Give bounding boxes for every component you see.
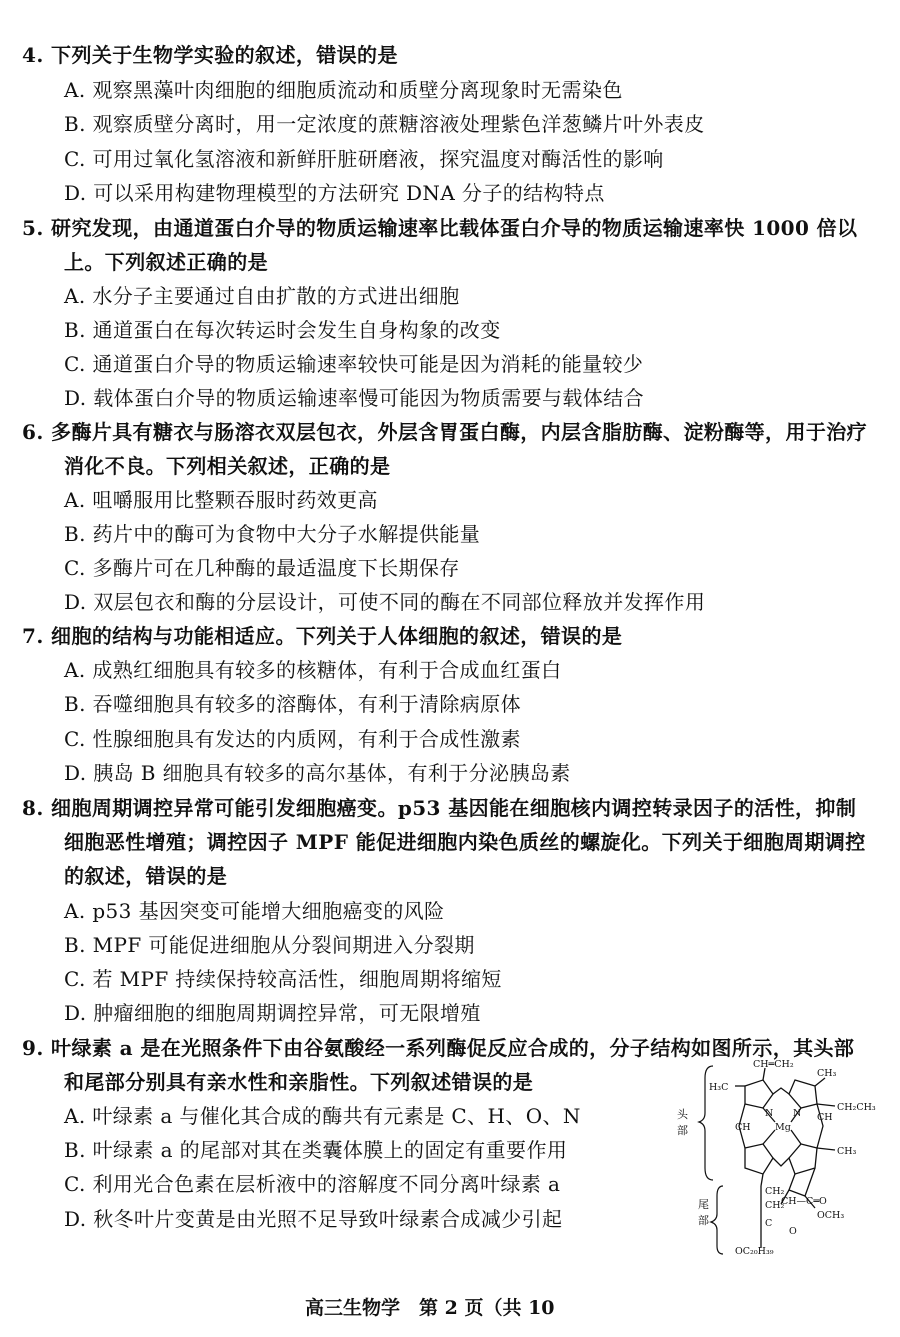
- question-7-option-c: C. 性腺细胞具有发达的内质网，有利于合成性激素: [64, 727, 521, 751]
- phytyl-group: OC₂₀H₃₉: [735, 1246, 774, 1257]
- question-9-option-d: D. 秋冬叶片变黄是由光照不足导致叶绿素合成减少引起: [64, 1207, 563, 1231]
- methyl-group-1: CH₃: [817, 1068, 837, 1079]
- question-7-option-a: A. 成熟红细胞具有较多的核糖体，有利于合成血红蛋白: [64, 658, 562, 682]
- question-8-stem-cont-1: 细胞恶性增殖；调控因子 MPF 能促进细胞内染色质丝的螺旋化。下列关于细胞周期调控: [64, 830, 866, 854]
- porphyrin-ring: [735, 1068, 835, 1248]
- question-5-stem: 5. 研究发现，由通道蛋白介导的物质运输速率比载体蛋白介导的物质运输速率快 1000 倍以: [22, 216, 858, 240]
- carbonyl-oxygen: O: [789, 1226, 797, 1237]
- question-8-option-b: B. MPF 可能促进细胞从分裂间期进入分裂期: [64, 933, 475, 957]
- question-5-option-c: C. 通道蛋白介导的物质运输速率较快可能是因为消耗的能量较少: [64, 352, 644, 376]
- question-5-option-b: B. 通道蛋白在每次转运时会发生自身构象的改变: [64, 318, 501, 342]
- tail-label-2: 部: [698, 1214, 709, 1227]
- methine-right: CH: [817, 1112, 833, 1123]
- methyl-group-3: CH₃: [837, 1146, 857, 1157]
- methine-left: CH: [735, 1122, 751, 1133]
- question-8-option-c: C. 若 MPF 持续保持较高活性，细胞周期将缩短: [64, 967, 502, 991]
- chlorophyll-a-structure-figure: [665, 1058, 890, 1258]
- question-7-stem: 7. 细胞的结构与功能相适应。下列关于人体细胞的叙述，错误的是: [22, 624, 623, 648]
- question-6-option-b: B. 药片中的酶可为食物中大分子水解提供能量: [64, 522, 481, 546]
- question-9-option-a: A. 叶绿素 a 与催化其合成的酶共有元素是 C、H、O、N: [64, 1104, 581, 1128]
- question-9-option-c: C. 利用光合色素在层析液中的溶解度不同分离叶绿素 a: [64, 1172, 561, 1196]
- question-6-option-a: A. 咀嚼服用比整颗吞服时药效更高: [64, 488, 378, 512]
- question-6-stem-cont: 消化不良。下列相关叙述，正确的是: [64, 454, 391, 478]
- head-label-2: 部: [677, 1124, 688, 1137]
- tail-brace: [711, 1186, 723, 1254]
- nitrogen-2: N: [793, 1108, 802, 1119]
- question-9-stem-cont: 和尾部分别具有亲水性和亲脂性。下列叙述错误的是: [64, 1070, 534, 1094]
- tail-carbon: C: [765, 1218, 773, 1229]
- question-8-stem-cont-2: 的叙述，错误的是: [64, 864, 228, 888]
- question-4-option-c: C. 可用过氧化氢溶液和新鲜肝脏研磨液，探究温度对酶活性的影响: [64, 147, 664, 171]
- question-8-option-d: D. 肿瘤细胞的细胞周期调控异常，可无限增殖: [64, 1001, 481, 1025]
- question-5-option-a: A. 水分子主要通过自由扩散的方式进出细胞: [64, 284, 460, 308]
- nitrogen-1: N: [765, 1108, 774, 1119]
- question-6-option-c: C. 多酶片可在几种酶的最适温度下长期保存: [64, 556, 460, 580]
- tail-label-1: 尾: [698, 1198, 709, 1211]
- page-footer: 高三生物学 第 2 页（共 10: [305, 1297, 555, 1319]
- ester-group: CH—C═O: [781, 1196, 827, 1207]
- question-4-option-d: D. 可以采用构建物理模型的方法研究 DNA 分子的结构特点: [64, 181, 605, 205]
- question-9-stem: 9. 叶绿素 a 是在光照条件下由谷氨酸经一系列酶促反应合成的，分子结构如图所示，其头部: [22, 1036, 855, 1060]
- question-5-stem-cont: 上。下列叙述正确的是: [64, 250, 268, 274]
- question-4-option-a: A. 观察黑藻叶肉细胞的细胞质流动和质壁分离现象时无需染色: [64, 78, 623, 102]
- question-4-stem: 4. 下列关于生物学实验的叙述，错误的是: [22, 43, 398, 67]
- question-8-option-a: A. p53 基因突变可能增大细胞癌变的风险: [64, 899, 445, 923]
- question-5-option-d: D. 载体蛋白介导的物质运输速率慢可能因为物质需要与载体结合: [64, 386, 645, 410]
- vinyl-group: CH═CH₂: [753, 1059, 794, 1070]
- head-label-1: 头: [677, 1108, 688, 1121]
- tail-ch2-2: CH₂: [765, 1200, 785, 1211]
- methoxy-group: OCH₃: [817, 1210, 845, 1221]
- question-6-option-d: D. 双层包衣和酶的分层设计，可使不同的酶在不同部位释放并发挥作用: [64, 590, 706, 614]
- question-4-option-b: B. 观察质壁分离时，用一定浓度的蔗糖溶液处理紫色洋葱鳞片叶外表皮: [64, 112, 705, 136]
- tail-ch2-1: CH₂: [765, 1186, 785, 1197]
- ethyl-group: CH₂CH₃: [837, 1102, 876, 1113]
- question-7-option-d: D. 胰岛 B 细胞具有较多的高尔基体，有利于分泌胰岛素: [64, 761, 571, 785]
- question-7-option-b: B. 吞噬细胞具有较多的溶酶体，有利于清除病原体: [64, 692, 522, 716]
- question-6-stem: 6. 多酶片具有糖衣与肠溶衣双层包衣，外层含胃蛋白酶，内层含脂肪酶、淀粉酶等，用于治疗: [22, 420, 868, 444]
- methyl-group-2: H₃C: [709, 1082, 729, 1093]
- question-9-option-b: B. 叶绿素 a 的尾部对其在类囊体膜上的固定有重要作用: [64, 1138, 568, 1162]
- question-8-stem: 8. 细胞周期调控异常可能引发细胞癌变。p53 基因能在细胞核内调控转录因子的活性，抑制: [22, 796, 857, 820]
- magnesium-atom: Mg: [775, 1122, 791, 1133]
